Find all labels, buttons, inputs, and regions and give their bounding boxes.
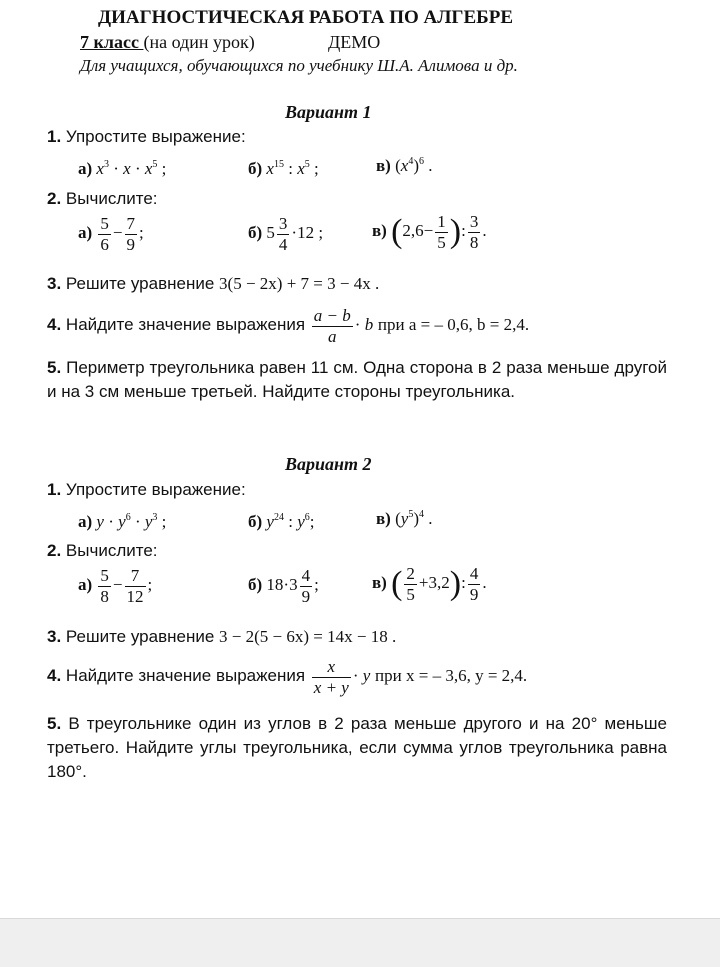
variant-2-title: Вариант 2 bbox=[285, 454, 372, 474]
page-title: ДИАГНОСТИЧЕСКАЯ РАБОТА ПО АЛГЕБРЕ bbox=[98, 7, 514, 28]
v1-task-4-condition: при a = – 0,6, b = 2,4. bbox=[377, 314, 530, 334]
class-line bbox=[80, 33, 255, 51]
v2-task-3: 3. Решите уравнение 3 − 2(5 − 6x) = 14x − 18 . bbox=[47, 627, 397, 646]
v2-task-2b: б) 18·3 $\frac{4}{9}$ ; bbox=[248, 566, 319, 606]
v2-task-1b: б) $y^{24}$ : $y^6$; bbox=[248, 512, 315, 531]
v1-task-2b: б) 5 $\frac{3}{4}$ ·12 ; bbox=[248, 214, 324, 254]
v2-task-5: 5. В треугольнике один из углов в 2 раза меньше другого и на 20° меньше третьего. Найдите углы треугольника, если сумма углов треугольника равна 180°. bbox=[47, 714, 667, 781]
v1-task-3-equation: 3(5 − 2x) + 7 = 3 − 4x . bbox=[219, 274, 380, 293]
variant-1-title: Вариант 1 bbox=[285, 102, 372, 122]
v1-task-4: 4. Найдите значение выражения $\frac{a - b}{a}$ · b при a = – 0,6, b = 2,4. bbox=[47, 306, 530, 346]
demo-label: ДЕМО bbox=[328, 32, 381, 52]
v2-task-4: 4. Найдите значение выражения $\frac{x}{x + y}$ · y при x = – 3,6, y = 2,4. bbox=[47, 657, 528, 697]
class-note: (на один урок) bbox=[143, 32, 255, 52]
v1-task-1: 1. Упростите выражение: bbox=[47, 127, 246, 146]
v1-task-2: 2. Вычислите: bbox=[47, 189, 158, 208]
v2-task-4-condition: при x = – 3,6, y = 2,4. bbox=[375, 665, 528, 685]
v2-task-1: 1. Упростите выражение: bbox=[47, 480, 246, 499]
v2-task-2c: в) ( $\frac{2}{5}$ +3,2): $\frac{4}{9}$ . bbox=[372, 564, 487, 604]
v1-task-1b: б) $x^{15}$ : $x^5$ ; bbox=[248, 159, 319, 178]
v2-task-2: 2. Вычислите: bbox=[47, 541, 158, 560]
v2-task-1c: в) $(y^5)^4$ . bbox=[376, 509, 433, 528]
v2-task-1a: а) $y \cdot y^6 \cdot y^3$ ; bbox=[78, 512, 167, 531]
v1-task-1a: а) $x^3 \cdot x \cdot x^5$ ; bbox=[78, 159, 167, 178]
class-label: 7 класс bbox=[80, 32, 144, 52]
v2-task-3-equation: 3 − 2(5 − 6x) = 14x − 18 . bbox=[219, 627, 397, 646]
v2-task-2a: а) $\frac{5}{8}$ − $\frac{7}{12}$ ; bbox=[78, 566, 153, 606]
v1-task-5: 5. Периметр треугольника равен 11 см. Одна сторона в 2 раза меньше другой и на 3 см меньше третьей. Найдите стороны треугольника. bbox=[47, 358, 667, 401]
v1-task-2a: а) $\frac{5}{6}$ − $\frac{7}{9}$ ; bbox=[78, 214, 144, 254]
v1-task-1c: в) $(x^4)^6$ . bbox=[376, 156, 433, 175]
v1-task-2c: в) (2,6− $\frac{1}{5}$ ): $\frac{3}{8}$ . bbox=[372, 212, 487, 252]
subtitle: Для учащихся, обучающихся по учебнику Ш.А. Алимова и др. bbox=[80, 56, 518, 75]
v1-task-3: 3. Решите уравнение 3(5 − 2x) + 7 = 3 − 4x . bbox=[47, 274, 380, 293]
viewer-bottom-bar bbox=[0, 918, 720, 967]
